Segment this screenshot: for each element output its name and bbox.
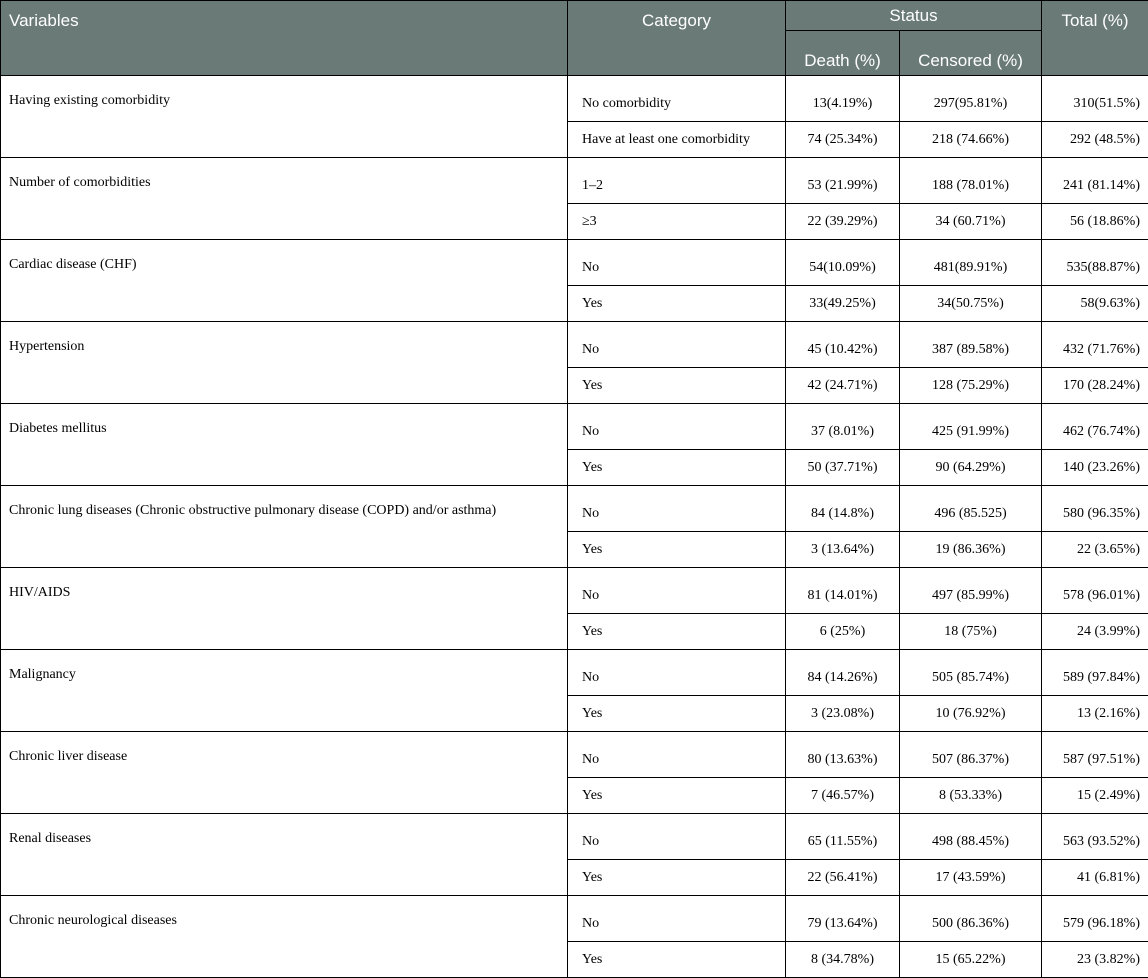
death-cell: 79 (13.64%) (786, 896, 900, 942)
total-cell: 170 (28.24%) (1042, 368, 1148, 404)
death-cell: 22 (39.29%) (786, 204, 900, 240)
censored-cell: 505 (85.74%) (900, 650, 1042, 696)
header-category: Category (568, 1, 786, 76)
category-cell: No (568, 404, 786, 450)
category-cell: Have at least one comorbidity (568, 122, 786, 158)
table-row (1, 322, 1148, 368)
category-cell: 1–2 (568, 158, 786, 204)
variable-cell: Chronic liver disease (1, 732, 568, 814)
category-cell: Yes (568, 532, 786, 568)
death-cell: 22 (56.41%) (786, 860, 900, 896)
variable-cell: Renal diseases (1, 814, 568, 896)
total-cell: 579 (96.18%) (1042, 896, 1148, 942)
total-cell: 535(88.87%) (1042, 240, 1148, 286)
censored-cell: 90 (64.29%) (900, 450, 1042, 486)
death-cell: 3 (23.08%) (786, 696, 900, 732)
table-row (1, 896, 1148, 942)
censored-cell: 425 (91.99%) (900, 404, 1042, 450)
header-variables: Variables (1, 1, 568, 76)
total-cell: 241 (81.14%) (1042, 158, 1148, 204)
death-cell: 54(10.09%) (786, 240, 900, 286)
category-cell: No (568, 568, 786, 614)
category-cell: No (568, 732, 786, 778)
death-cell: 37 (8.01%) (786, 404, 900, 450)
censored-cell: 481(89.91%) (900, 240, 1042, 286)
censored-cell: 387 (89.58%) (900, 322, 1042, 368)
category-cell: ≥3 (568, 204, 786, 240)
header-censored: Censored (%) (900, 31, 1042, 76)
total-cell: 15 (2.49%) (1042, 778, 1148, 814)
censored-cell: 34 (60.71%) (900, 204, 1042, 240)
censored-cell: 10 (76.92%) (900, 696, 1042, 732)
death-cell: 13(4.19%) (786, 76, 900, 122)
death-cell: 50 (37.71%) (786, 450, 900, 486)
variable-cell: Chronic neurological diseases (1, 896, 568, 978)
category-cell: Yes (568, 286, 786, 322)
death-cell: 84 (14.26%) (786, 650, 900, 696)
table-row (1, 650, 1148, 696)
variable-cell: Number of comorbidities (1, 158, 568, 240)
category-cell: Yes (568, 778, 786, 814)
censored-cell: 17 (43.59%) (900, 860, 1042, 896)
total-cell: 432 (71.76%) (1042, 322, 1148, 368)
censored-cell: 497 (85.99%) (900, 568, 1042, 614)
censored-cell: 15 (65.22%) (900, 942, 1042, 978)
total-cell: 563 (93.52%) (1042, 814, 1148, 860)
header-total: Total (%) (1042, 1, 1148, 76)
total-cell: 24 (3.99%) (1042, 614, 1148, 650)
table-row (1, 732, 1148, 778)
total-cell: 58(9.63%) (1042, 286, 1148, 322)
death-cell: 81 (14.01%) (786, 568, 900, 614)
censored-cell: 18 (75%) (900, 614, 1042, 650)
total-cell: 580 (96.35%) (1042, 486, 1148, 532)
death-cell: 6 (25%) (786, 614, 900, 650)
total-cell: 140 (23.26%) (1042, 450, 1148, 486)
death-cell: 7 (46.57%) (786, 778, 900, 814)
total-cell: 13 (2.16%) (1042, 696, 1148, 732)
death-cell: 3 (13.64%) (786, 532, 900, 568)
death-cell: 80 (13.63%) (786, 732, 900, 778)
category-cell: Yes (568, 368, 786, 404)
total-cell: 41 (6.81%) (1042, 860, 1148, 896)
table-body (1, 76, 1148, 978)
table-row (1, 568, 1148, 614)
death-cell: 65 (11.55%) (786, 814, 900, 860)
table-row (1, 404, 1148, 450)
censored-cell: 218 (74.66%) (900, 122, 1042, 158)
total-cell: 589 (97.84%) (1042, 650, 1148, 696)
table-row (1, 76, 1148, 122)
death-cell: 74 (25.34%) (786, 122, 900, 158)
total-cell: 587 (97.51%) (1042, 732, 1148, 778)
total-cell: 462 (76.74%) (1042, 404, 1148, 450)
category-cell: No (568, 650, 786, 696)
variable-cell: Cardiac disease (CHF) (1, 240, 568, 322)
variable-cell: Having existing comorbidity (1, 76, 568, 158)
variable-cell: Diabetes mellitus (1, 404, 568, 486)
death-cell: 45 (10.42%) (786, 322, 900, 368)
table-row (1, 814, 1148, 860)
total-cell: 292 (48.5%) (1042, 122, 1148, 158)
variable-cell: Malignancy (1, 650, 568, 732)
censored-cell: 500 (86.36%) (900, 896, 1042, 942)
total-cell: 23 (3.82%) (1042, 942, 1148, 978)
header-death: Death (%) (786, 31, 900, 76)
censored-cell: 297(95.81%) (900, 76, 1042, 122)
censored-cell: 188 (78.01%) (900, 158, 1042, 204)
category-cell: No (568, 486, 786, 532)
category-cell: No (568, 896, 786, 942)
table-row (1, 240, 1148, 286)
table-header (1, 1, 1148, 76)
death-cell: 42 (24.71%) (786, 368, 900, 404)
variable-cell: Chronic lung diseases (Chronic obstructive pulmonary disease (COPD) and/or asthma) (1, 486, 568, 568)
censored-cell: 34(50.75%) (900, 286, 1042, 322)
category-cell: No (568, 240, 786, 286)
category-cell: Yes (568, 860, 786, 896)
category-cell: Yes (568, 942, 786, 978)
category-cell: Yes (568, 450, 786, 486)
death-cell: 53 (21.99%) (786, 158, 900, 204)
death-cell: 8 (34.78%) (786, 942, 900, 978)
censored-cell: 507 (86.37%) (900, 732, 1042, 778)
censored-cell: 496 (85.525) (900, 486, 1042, 532)
header-status: Status (786, 1, 1042, 31)
total-cell: 22 (3.65%) (1042, 532, 1148, 568)
category-cell: No (568, 814, 786, 860)
variable-cell: HIV/AIDS (1, 568, 568, 650)
total-cell: 310(51.5%) (1042, 76, 1148, 122)
censored-cell: 128 (75.29%) (900, 368, 1042, 404)
censored-cell: 8 (53.33%) (900, 778, 1042, 814)
death-cell: 33(49.25%) (786, 286, 900, 322)
category-cell: Yes (568, 614, 786, 650)
death-cell: 84 (14.8%) (786, 486, 900, 532)
category-cell: No comorbidity (568, 76, 786, 122)
table-row (1, 158, 1148, 204)
censored-cell: 498 (88.45%) (900, 814, 1042, 860)
category-cell: No (568, 322, 786, 368)
total-cell: 578 (96.01%) (1042, 568, 1148, 614)
variable-cell: Hypertension (1, 322, 568, 404)
table-row (1, 486, 1148, 532)
censored-cell: 19 (86.36%) (900, 532, 1042, 568)
category-cell: Yes (568, 696, 786, 732)
total-cell: 56 (18.86%) (1042, 204, 1148, 240)
